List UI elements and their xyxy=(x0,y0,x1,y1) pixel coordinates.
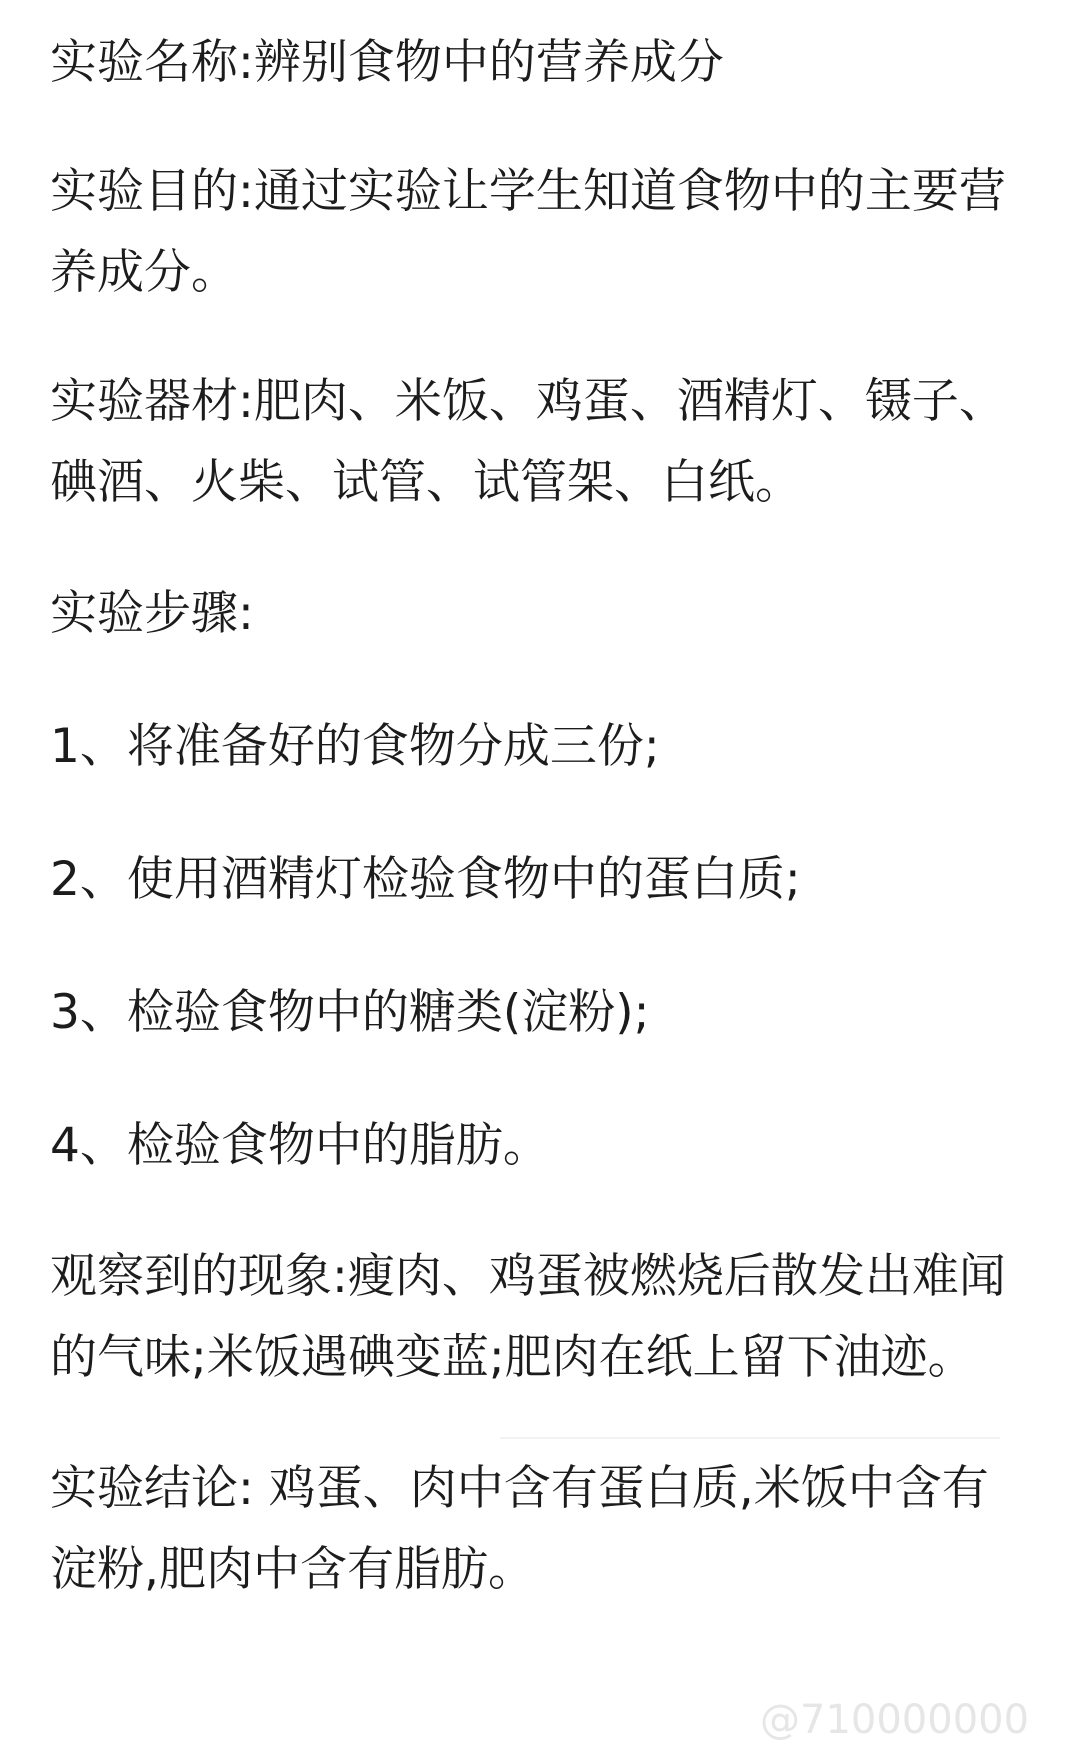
experiment-report xyxy=(50,22,1010,1610)
divider xyxy=(500,1437,1000,1439)
step-4: 4、检验食物中的脂肪。 xyxy=(50,1118,550,1173)
step-1: 1、将准备好的食物分成三份; xyxy=(50,719,660,774)
steps-heading: 实验步骤: xyxy=(50,586,254,641)
experiment-name: 实验名称:辨别食物中的营养成分 xyxy=(50,35,724,90)
observation: 观察到的现象:瘦肉、鸡蛋被燃烧后散发出难闻的气味;米饭遇碘变蓝;肥肉在纸上留下油迹。 xyxy=(50,1249,1006,1385)
watermark: @710000000 xyxy=(760,1697,1030,1743)
step-2: 2、使用酒精灯检验食物中的蛋白质; xyxy=(50,852,801,907)
conclusion: 实验结论: 鸡蛋、肉中含有蛋白质,米饭中含有淀粉,肥肉中含有脂肪。 xyxy=(50,1461,989,1597)
step-3: 3、检验食物中的糖类(淀粉); xyxy=(50,985,650,1040)
experiment-purpose: 实验目的:通过实验让学生知道食物中的主要营养成分。 xyxy=(50,164,1006,300)
experiment-equipment: 实验器材:肥肉、米饭、鸡蛋、酒精灯、镊子、碘酒、火柴、试管、试管架、白纸。 xyxy=(50,374,1006,510)
